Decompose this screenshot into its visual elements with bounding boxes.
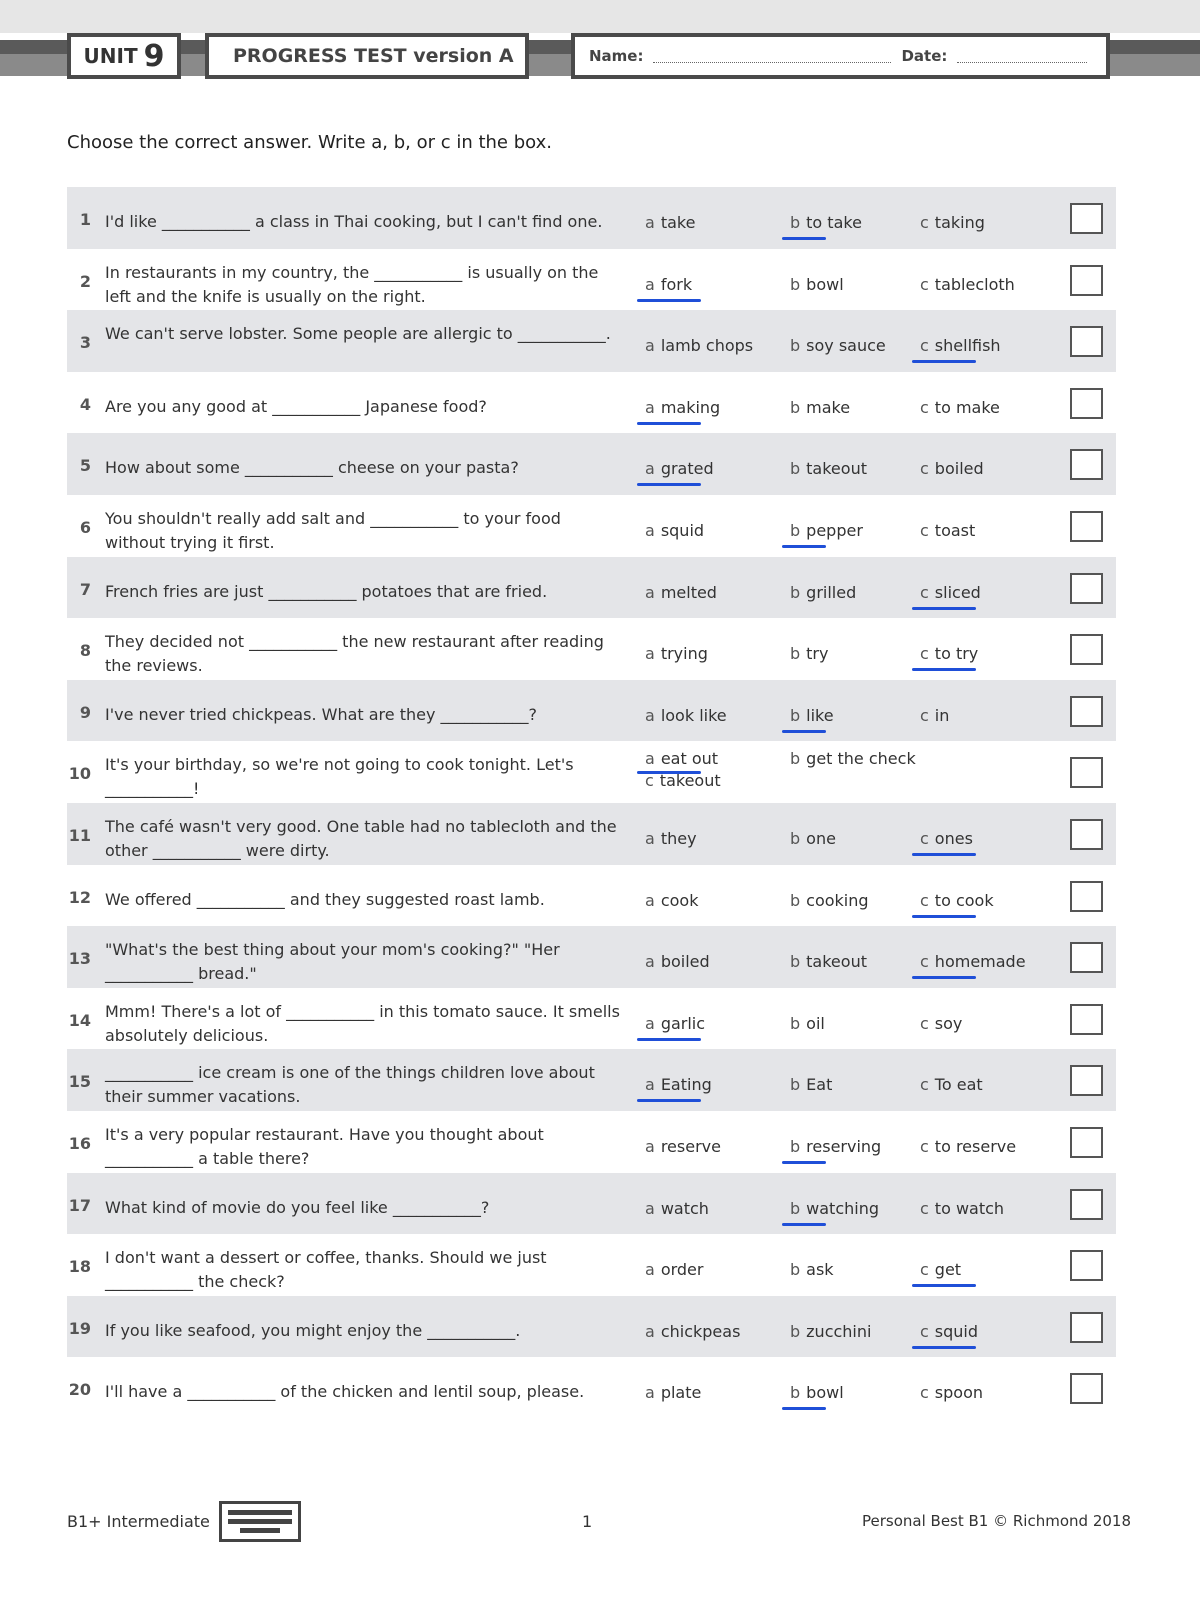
option-text: oil	[806, 1013, 825, 1033]
option-letter: c	[920, 644, 929, 664]
option-text: soy sauce	[806, 336, 886, 356]
option-text: taking	[934, 213, 985, 232]
option-letter: b	[790, 397, 801, 417]
option-text: to take	[806, 213, 862, 232]
option-text: squid	[934, 1321, 979, 1341]
option-b	[790, 749, 916, 768]
pen-underline	[637, 1099, 701, 1102]
question-number: 13	[68, 949, 91, 969]
answer-box[interactable]	[1070, 1065, 1103, 1096]
option-text: bowl	[806, 274, 844, 294]
option-letter: a	[645, 749, 655, 769]
option-letter: a	[645, 644, 655, 664]
question-row	[67, 1357, 1116, 1419]
option-c	[920, 1199, 1004, 1218]
option-a	[645, 749, 718, 768]
question-text: I've never tried chickpeas. What are they ___________?	[105, 704, 538, 724]
answer-box[interactable]	[1070, 942, 1103, 973]
option-a	[645, 213, 695, 232]
option-text: Eating	[660, 1075, 712, 1095]
option-letter: c	[920, 397, 929, 417]
question-number: 5	[79, 456, 91, 476]
unit-number: 9	[143, 38, 165, 74]
option-text: takeout	[806, 459, 867, 479]
answer-box[interactable]	[1070, 511, 1103, 542]
option-letter: a	[645, 705, 655, 725]
option-letter: b	[790, 1013, 801, 1033]
pen-underline	[637, 1038, 701, 1041]
top-band	[0, 0, 1200, 33]
question-row	[67, 495, 1116, 557]
option-b	[790, 952, 867, 971]
question-text: We can't serve lobster. Some people are allergic to ___________.	[105, 324, 611, 344]
option-text: ask	[806, 1260, 834, 1280]
option-text: plate	[660, 1383, 702, 1403]
option-text: grilled	[806, 582, 857, 602]
question-row	[67, 1234, 1116, 1296]
pen-underline	[637, 299, 701, 302]
question-text: It's your birthday, so we're not going to cook tonight. Let's ___________!	[105, 755, 574, 799]
option-a	[645, 336, 753, 355]
option-text: cook	[660, 890, 699, 910]
option-letter: b	[790, 1075, 801, 1095]
question-text: It's a very popular restaurant. Have you thought about ___________ a table there?	[105, 1124, 544, 1168]
option-letter: a	[645, 828, 655, 848]
answer-box[interactable]	[1070, 1250, 1103, 1281]
option-text: tablecloth	[934, 274, 1015, 294]
option-c	[920, 521, 975, 540]
pen-underline	[782, 1407, 826, 1410]
option-text: watch	[660, 1198, 709, 1218]
question-number: 2	[79, 271, 91, 291]
option-a	[645, 1137, 721, 1156]
name-label: Name:	[589, 47, 644, 65]
option-text: in	[934, 705, 950, 725]
footer-level: B1+ Intermediate	[67, 1512, 210, 1531]
option-a	[645, 644, 708, 663]
option-c	[920, 644, 978, 663]
option-letter: b	[790, 213, 801, 232]
option-text: try	[806, 644, 829, 664]
unit-box	[67, 33, 181, 79]
option-letter: a	[645, 274, 655, 294]
option-letter: b	[790, 1136, 801, 1156]
question-text: I don't want a dessert or coffee, thanks. Should we just ___________ the check?	[105, 1248, 547, 1292]
option-letter: a	[645, 459, 655, 479]
pen-underline	[912, 915, 976, 918]
option-letter: c	[920, 582, 929, 602]
answer-box[interactable]	[1070, 1312, 1103, 1343]
option-letter: c	[920, 1136, 929, 1156]
option-c	[920, 829, 973, 848]
option-letter: c	[920, 828, 929, 848]
option-c	[920, 583, 981, 602]
option-b	[790, 1383, 844, 1402]
answer-box[interactable]	[1070, 1373, 1103, 1404]
option-text: garlic	[660, 1013, 706, 1033]
option-a	[645, 1075, 712, 1094]
question-row	[67, 310, 1116, 372]
question-text: You shouldn't really add salt and ___________ to your food without trying it first.	[105, 508, 561, 552]
option-text: watching	[806, 1198, 879, 1218]
answer-box[interactable]	[1070, 573, 1103, 604]
option-letter: a	[645, 1198, 655, 1218]
option-text: order	[660, 1260, 704, 1280]
option-b	[790, 398, 850, 417]
option-text: boiled	[660, 952, 710, 972]
instructions: Choose the correct answer. Write a, b, or c in the box.	[67, 132, 552, 153]
option-b	[790, 275, 844, 294]
option-text: making	[660, 397, 721, 417]
option-c	[920, 1014, 962, 1033]
pen-underline	[637, 422, 701, 425]
option-text: To eat	[934, 1075, 983, 1095]
question-row	[67, 988, 1116, 1050]
option-text: grated	[660, 459, 714, 479]
question-number: 19	[68, 1318, 91, 1338]
answer-box[interactable]	[1070, 265, 1103, 296]
option-letter: c	[920, 1013, 929, 1033]
date-field[interactable]	[957, 50, 1087, 63]
question-row	[67, 926, 1116, 988]
option-text: chickpeas	[660, 1321, 741, 1341]
option-b	[790, 583, 856, 602]
option-letter: c	[920, 213, 929, 232]
test-title: PROGRESS TEST version A	[205, 33, 529, 79]
option-letter: c	[920, 520, 929, 540]
option-b	[790, 1075, 832, 1094]
option-a	[645, 706, 727, 725]
option-text: to make	[934, 397, 1000, 417]
option-letter: a	[645, 1321, 655, 1341]
question-row	[67, 372, 1116, 434]
pen-underline	[912, 1284, 976, 1287]
option-text: like	[806, 705, 834, 725]
pen-underline	[912, 976, 976, 979]
option-letter: b	[790, 644, 801, 664]
option-c	[920, 1383, 983, 1402]
name-field[interactable]	[653, 50, 891, 63]
option-letter: c	[920, 890, 929, 910]
question-number: 16	[68, 1133, 91, 1153]
option-letter: c	[645, 771, 654, 791]
option-text: make	[806, 397, 851, 417]
question-text: "What's the best thing about your mom's cooking?" "Her ___________ bread."	[105, 940, 560, 984]
option-letter: b	[790, 582, 801, 602]
option-text: bowl	[806, 1383, 844, 1403]
option-letter: b	[790, 274, 801, 294]
question-row	[67, 249, 1116, 311]
question-text: Are you any good at ___________ Japanese food?	[105, 396, 487, 416]
option-a	[645, 398, 720, 417]
option-c	[920, 275, 1015, 294]
option-letter: c	[920, 459, 929, 479]
option-a	[645, 1014, 705, 1033]
option-a	[645, 521, 704, 540]
pen-underline	[912, 668, 976, 671]
option-letter: a	[645, 1136, 655, 1156]
page-number: 1	[582, 1512, 593, 1531]
option-text: takeout	[659, 771, 721, 791]
question-row	[67, 680, 1116, 742]
option-letter: c	[920, 1075, 929, 1095]
option-b	[790, 459, 867, 478]
option-c	[920, 1137, 1016, 1156]
option-text: toast	[934, 520, 976, 540]
pen-underline	[637, 483, 701, 486]
option-letter: b	[790, 1198, 801, 1218]
question-number: 7	[79, 579, 91, 599]
question-number: 12	[68, 887, 91, 907]
question-row	[67, 187, 1116, 249]
option-text: look like	[660, 705, 727, 725]
option-b	[790, 1260, 834, 1279]
question-text: We offered ___________ and they suggested roast lamb.	[105, 889, 545, 909]
question-text: The café wasn't very good. One table had no tablecloth and the other ___________ were dirty.	[105, 816, 617, 860]
answer-box[interactable]	[1070, 757, 1103, 788]
option-letter: a	[645, 1013, 655, 1033]
option-text: to cook	[934, 890, 994, 910]
question-row	[67, 1296, 1116, 1358]
option-c	[920, 336, 1001, 355]
option-c	[920, 1260, 961, 1279]
question-number: 18	[68, 1257, 91, 1277]
option-text: homemade	[934, 952, 1026, 972]
option-letter: b	[790, 890, 801, 910]
question-number: 8	[79, 641, 91, 661]
option-letter: b	[790, 1260, 801, 1280]
question-number: 4	[79, 394, 91, 414]
option-letter: a	[645, 520, 655, 540]
option-c	[920, 213, 985, 232]
question-number: 14	[68, 1010, 91, 1030]
option-letter: c	[920, 1321, 929, 1341]
pen-underline	[782, 730, 826, 733]
option-b	[790, 1137, 881, 1156]
question-text: In restaurants in my country, the ___________ is usually on the left and the knife is usually on the right.	[105, 262, 599, 306]
option-letter: c	[920, 1198, 929, 1218]
option-letter: a	[645, 397, 655, 417]
footer-copyright: Personal Best B1 © Richmond 2018	[862, 1512, 1131, 1530]
question-text: Mmm! There's a lot of ___________ in this tomato sauce. It smells absolutely delicious.	[105, 1001, 620, 1045]
option-letter: b	[790, 1383, 801, 1403]
question-row	[67, 1173, 1116, 1235]
option-a	[645, 583, 717, 602]
option-c	[920, 459, 984, 478]
option-b	[790, 1199, 879, 1218]
question-text: How about some ___________ cheese on your pasta?	[105, 458, 519, 478]
option-letter: a	[645, 1260, 655, 1280]
option-text: soy	[934, 1013, 963, 1033]
unit-label: UNIT	[83, 44, 138, 68]
question-row	[67, 433, 1116, 495]
answer-box[interactable]	[1070, 881, 1103, 912]
option-a	[645, 459, 714, 478]
option-letter: b	[790, 1321, 801, 1341]
answer-box[interactable]	[1070, 1004, 1103, 1035]
option-b	[790, 829, 836, 848]
option-text: squid	[660, 520, 705, 540]
option-b	[790, 1322, 871, 1341]
option-text: get	[934, 1260, 962, 1280]
option-text: to try	[934, 644, 979, 664]
option-text: reserving	[806, 1136, 882, 1156]
pen-underline	[782, 545, 826, 548]
option-b	[790, 706, 834, 725]
question-text: If you like seafood, you might enjoy the ___________.	[105, 1320, 521, 1340]
option-letter: c	[920, 336, 929, 356]
option-letter: a	[645, 213, 655, 232]
pen-underline	[782, 237, 826, 240]
name-date-box	[571, 33, 1110, 79]
option-letter: b	[790, 520, 801, 540]
option-c	[920, 952, 1026, 971]
option-c	[645, 771, 721, 790]
answer-box[interactable]	[1070, 819, 1103, 850]
question-number: 20	[68, 1380, 91, 1400]
question-number: 1	[79, 210, 91, 229]
option-text: pepper	[806, 520, 863, 540]
option-letter: b	[790, 952, 801, 972]
option-a	[645, 829, 697, 848]
option-letter: b	[790, 749, 801, 769]
question-number: 10	[68, 764, 91, 784]
question-row	[67, 618, 1116, 680]
option-text: zucchini	[806, 1321, 872, 1341]
question-text: French fries are just ___________ potatoes that are fried.	[105, 581, 548, 601]
option-letter: a	[645, 1383, 655, 1403]
option-text: to watch	[934, 1198, 1005, 1218]
question-text: I'll have a ___________ of the chicken and lentil soup, please.	[105, 1382, 585, 1402]
option-letter: b	[790, 828, 801, 848]
question-row	[67, 1111, 1116, 1173]
option-c	[920, 398, 1000, 417]
option-text: cooking	[806, 890, 869, 910]
option-b	[790, 336, 886, 355]
question-row	[67, 741, 1116, 803]
option-text: ones	[934, 828, 973, 848]
option-text: one	[806, 828, 836, 848]
option-b	[790, 891, 869, 910]
pen-underline	[912, 1346, 976, 1349]
personal-best-logo	[219, 1501, 301, 1542]
option-text: lamb chops	[660, 336, 754, 356]
option-a	[645, 1199, 709, 1218]
option-text: spoon	[934, 1383, 984, 1403]
answer-box[interactable]	[1070, 449, 1103, 480]
option-text: get the check	[806, 749, 916, 769]
option-text: fork	[660, 274, 693, 294]
pen-underline	[912, 607, 976, 610]
question-list	[67, 187, 1116, 1419]
option-letter: b	[790, 336, 801, 356]
pen-underline	[782, 1223, 826, 1226]
question-number: 17	[68, 1195, 91, 1215]
question-row	[67, 557, 1116, 619]
question-text: What kind of movie do you feel like ___________?	[105, 1197, 490, 1217]
question-row	[67, 1049, 1116, 1111]
option-a	[645, 952, 710, 971]
option-c	[920, 1322, 978, 1341]
question-row	[67, 865, 1116, 927]
option-a	[645, 1260, 703, 1279]
answer-box[interactable]	[1070, 1127, 1103, 1158]
option-text: eat out	[660, 749, 719, 769]
option-text: boiled	[934, 459, 984, 479]
answer-box[interactable]	[1070, 696, 1103, 727]
option-letter: a	[645, 952, 655, 972]
question-number: 9	[79, 702, 91, 722]
option-letter: a	[645, 582, 655, 602]
answer-box[interactable]	[1070, 634, 1103, 665]
option-text: shellfish	[934, 336, 1001, 356]
option-letter: b	[790, 459, 801, 479]
question-text: I'd like ___________ a class in Thai cooking, but I can't find one.	[105, 212, 603, 231]
option-letter: a	[645, 890, 655, 910]
option-text: they	[660, 828, 697, 848]
option-letter: a	[645, 1075, 655, 1095]
option-c	[920, 891, 994, 910]
question-number: 3	[79, 333, 91, 353]
option-a	[645, 275, 692, 294]
option-c	[920, 1075, 983, 1094]
pen-underline	[912, 853, 976, 856]
answer-box[interactable]	[1070, 1189, 1103, 1220]
question-number: 11	[68, 825, 91, 845]
pen-underline	[782, 1161, 826, 1164]
date-label: Date:	[901, 47, 948, 65]
option-text: sliced	[934, 582, 981, 602]
option-a	[645, 891, 698, 910]
question-number: 15	[68, 1072, 91, 1092]
option-letter: a	[645, 336, 655, 356]
option-a	[645, 1322, 740, 1341]
option-a	[645, 1383, 701, 1402]
pen-underline	[912, 360, 976, 363]
option-text: melted	[660, 582, 717, 602]
option-b	[790, 1014, 825, 1033]
answer-box[interactable]	[1070, 388, 1103, 419]
question-text: They decided not ___________ the new restaurant after reading the reviews.	[105, 632, 604, 676]
option-text: reserve	[660, 1136, 721, 1156]
option-text: takeout	[806, 952, 867, 972]
option-text: trying	[660, 644, 708, 664]
question-row	[67, 803, 1116, 865]
option-letter: c	[920, 1260, 929, 1280]
option-c	[920, 706, 949, 725]
option-text: Eat	[806, 1075, 833, 1095]
option-letter: c	[920, 1383, 929, 1403]
answer-box[interactable]	[1070, 203, 1103, 234]
option-b	[790, 213, 862, 232]
option-text: to reserve	[934, 1136, 1017, 1156]
option-letter: c	[920, 705, 929, 725]
option-letter: b	[790, 705, 801, 725]
question-text: ___________ ice cream is one of the things children love about their summer vacations.	[105, 1063, 595, 1107]
option-text: take	[660, 213, 696, 232]
option-letter: c	[920, 952, 929, 972]
option-letter: c	[920, 274, 929, 294]
answer-box[interactable]	[1070, 326, 1103, 357]
option-b	[790, 521, 863, 540]
question-number: 6	[79, 517, 91, 537]
option-b	[790, 644, 828, 663]
